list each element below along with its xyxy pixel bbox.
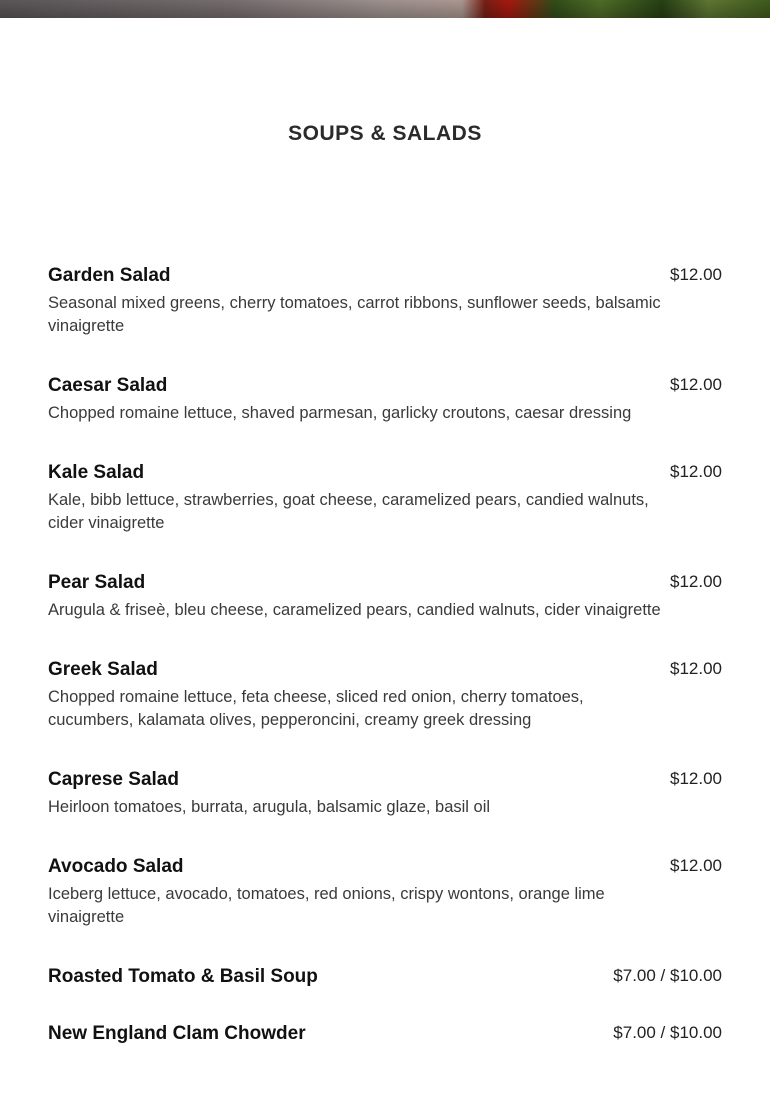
menu-item-name: Garden Salad — [48, 265, 171, 286]
menu-item — [48, 1022, 722, 1046]
menu-item-price: $7.00 / $10.00 — [613, 966, 722, 985]
menu-item — [48, 855, 722, 929]
menu-item-description: Chopped romaine lettuce, feta cheese, sliced red onion, cherry tomatoes, cucumbers, kalamata olives, pepperoncini, creamy greek dressing — [48, 688, 584, 729]
menu-item-description: Arugula & friseè, bleu cheese, caramelized pears, candied walnuts, cider vinaigrette — [48, 601, 661, 619]
menu-item-description: Iceberg lettuce, avocado, tomatoes, red onions, crispy wontons, orange lime vinaigrette — [48, 885, 605, 926]
menu-item-name: New England Clam Chowder — [48, 1023, 306, 1044]
menu-item — [48, 571, 722, 622]
menu-item — [48, 461, 722, 535]
menu-item-name: Greek Salad — [48, 659, 158, 680]
menu-item-name: Caprese Salad — [48, 769, 179, 790]
menu-item-price: $12.00 — [670, 572, 722, 591]
menu-item-price: $12.00 — [670, 856, 722, 875]
menu-item — [48, 264, 722, 338]
menu-item — [48, 658, 722, 732]
menu-item-description: Seasonal mixed greens, cherry tomatoes, carrot ribbons, sunflower seeds, balsamic vinaigrette — [48, 294, 661, 335]
menu-item-description: Heirloon tomatoes, burrata, arugula, balsamic glaze, basil oil — [48, 798, 491, 816]
menu-item-price: $12.00 — [670, 462, 722, 481]
menu-item-price: $7.00 / $10.00 — [613, 1023, 722, 1042]
menu-item-price: $12.00 — [670, 659, 722, 678]
menu-item — [48, 965, 722, 989]
menu-item-name: Caesar Salad — [48, 375, 168, 396]
section-title: SOUPS & SALADS — [288, 122, 482, 145]
menu-item-name: Avocado Salad — [48, 856, 184, 877]
menu-item-price: $12.00 — [670, 769, 722, 788]
menu-item-name: Pear Salad — [48, 572, 146, 593]
menu-item-price: $12.00 — [670, 265, 722, 284]
menu-item — [48, 374, 722, 425]
menu-item-description: Chopped romaine lettuce, shaved parmesan, garlicky croutons, caesar dressing — [48, 404, 632, 422]
menu-item — [48, 768, 722, 819]
menu-item-name: Roasted Tomato & Basil Soup — [48, 966, 318, 987]
menu-list — [48, 264, 722, 1079]
menu-item-name: Kale Salad — [48, 462, 145, 483]
menu-item-price: $12.00 — [670, 375, 722, 394]
hero-image-overlay — [0, 0, 770, 18]
hero-image — [0, 0, 770, 18]
menu-item-description: Kale, bibb lettuce, strawberries, goat cheese, caramelized pears, candied walnuts, cider vinaigrette — [48, 491, 649, 532]
